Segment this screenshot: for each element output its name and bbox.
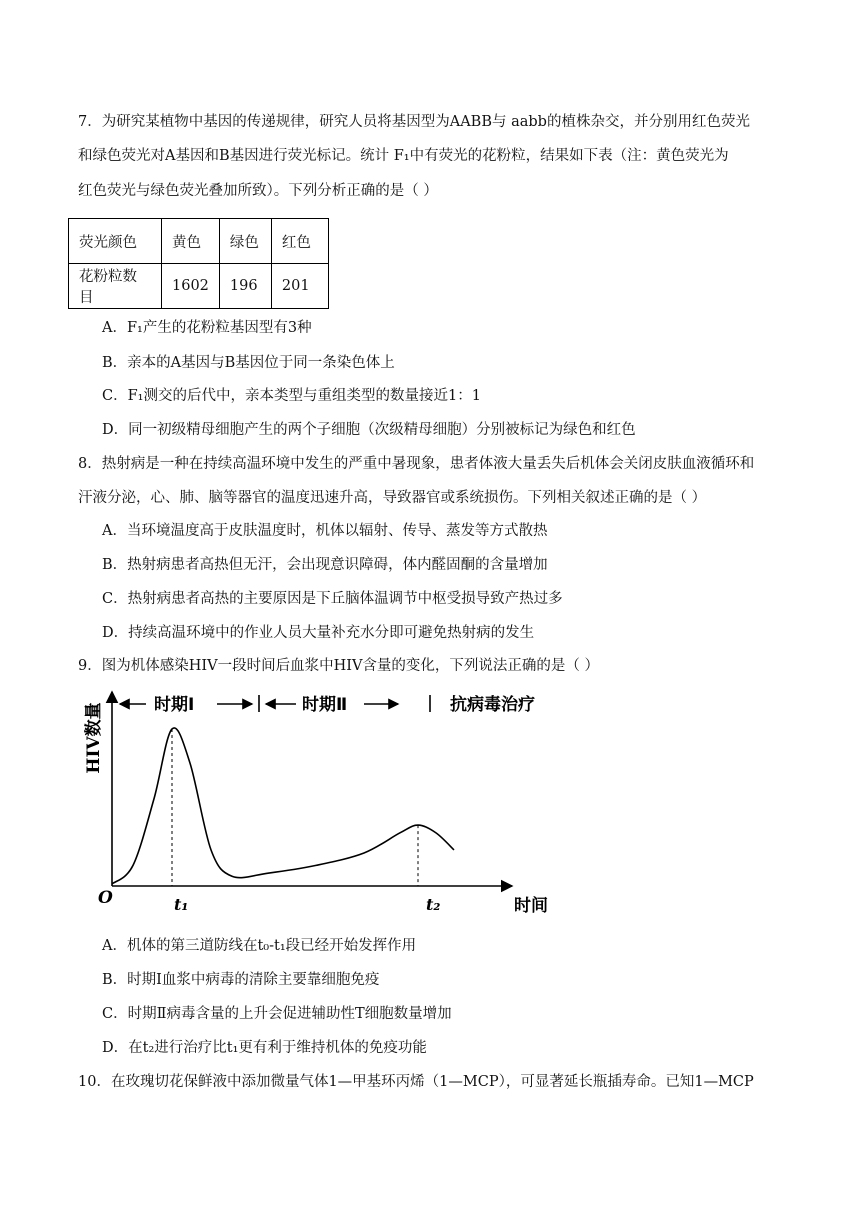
q9-option-d[interactable]: D．在t₂进行治疗比t₁更有利于维持机体的免疫功能	[102, 1040, 427, 1056]
table-cell: 荧光颜色	[69, 219, 162, 264]
q7-option-a[interactable]: A．F₁产生的花粉粒基因型有3种	[102, 320, 312, 336]
x-axis-label: 时间	[514, 896, 548, 916]
q8-option-c[interactable]: C．热射病患者高热的主要原因是下丘脑体温调节中枢受损导致产热过多	[102, 591, 563, 607]
table-cell: 绿色	[219, 219, 271, 264]
table-cell: 201	[271, 264, 328, 309]
x-tick-t2: t₂	[426, 895, 441, 914]
period1-label: 时期Ⅰ	[154, 695, 195, 715]
table-cell: 花粉粒数目	[69, 264, 162, 309]
fluorescence-table	[68, 218, 329, 309]
hiv-chart	[82, 686, 572, 918]
table-header-row	[69, 219, 329, 264]
origin-label: O	[98, 888, 113, 908]
q8-stem-line1: 8．热射病是一种在持续高温环境中发生的严重中暑现象，患者体液大量丢失后机体会关闭皮肤血液循环和	[78, 456, 755, 472]
hiv-curve	[112, 728, 454, 884]
q8-option-a[interactable]: A．当环境温度高于皮肤温度时，机体以辐射、传导、蒸发等方式散热	[102, 523, 548, 539]
q7-stem-line1: 7．为研究某植物中基因的传递规律，研究人员将基因型为AABB与 aabb的植株杂交，并分别用红色荧光	[78, 114, 750, 130]
table-cell: 黄色	[162, 219, 220, 264]
q9-option-a[interactable]: A．机体的第三道防线在t₀-t₁段已经开始发挥作用	[102, 938, 417, 954]
q8-option-d[interactable]: D．持续高温环境中的作业人员大量补充水分即可避免热射病的发生	[102, 625, 535, 641]
q7-option-c[interactable]: C．F₁测交的后代中，亲本类型与重组类型的数量接近1：1	[102, 388, 481, 404]
q7-option-b[interactable]: B．亲本的A基因与B基因位于同一条染色体上	[102, 355, 395, 371]
table-cell: 红色	[271, 219, 328, 264]
q9-option-b[interactable]: B．时期Ⅰ血浆中病毒的清除主要靠细胞免疫	[102, 972, 380, 988]
q7-stem-line3: 红色荧光与绿色荧光叠加所致）。下列分析正确的是（ ）	[78, 183, 438, 199]
period2-label: 时期Ⅱ	[302, 695, 348, 715]
q8-option-b[interactable]: B．热射病患者高热但无汗，会出现意识障碍，体内醛固酮的含量增加	[102, 557, 548, 573]
x-tick-t1: t₁	[174, 895, 189, 914]
q10-stem: 10．在玫瑰切花保鲜液中添加微量气体1—甲基环丙烯（1—MCP），可显著延长瓶插寿命。已知1—MCP	[78, 1074, 754, 1090]
table-row	[69, 264, 329, 309]
table-cell: 196	[219, 264, 271, 309]
q8-stem-line2: 汗液分泌，心、肺、脑等器官的温度迅速升高，导致器官或系统损伤。下列相关叙述正确的是（ ）	[78, 490, 707, 506]
treatment-label: 抗病毒治疗	[450, 695, 535, 715]
q7-option-d[interactable]: D．同一初级精母细胞产生的两个子细胞（次级精母细胞）分别被标记为绿色和红色	[102, 422, 636, 438]
q7-stem-line2: 和绿色荧光对A基因和B基因进行荧光标记。统计 F₁中有荧光的花粉粒，结果如下表（注：黄色荧光为	[78, 148, 729, 164]
q9-option-c[interactable]: C．时期Ⅱ病毒含量的上升会促进辅助性T细胞数量增加	[102, 1006, 452, 1022]
y-axis-label: HIV数量	[84, 702, 104, 774]
q9-stem: 9．图为机体感染HIV一段时间后血浆中HIV含量的变化，下列说法正确的是（ ）	[78, 658, 600, 674]
table-cell: 1602	[162, 264, 220, 309]
